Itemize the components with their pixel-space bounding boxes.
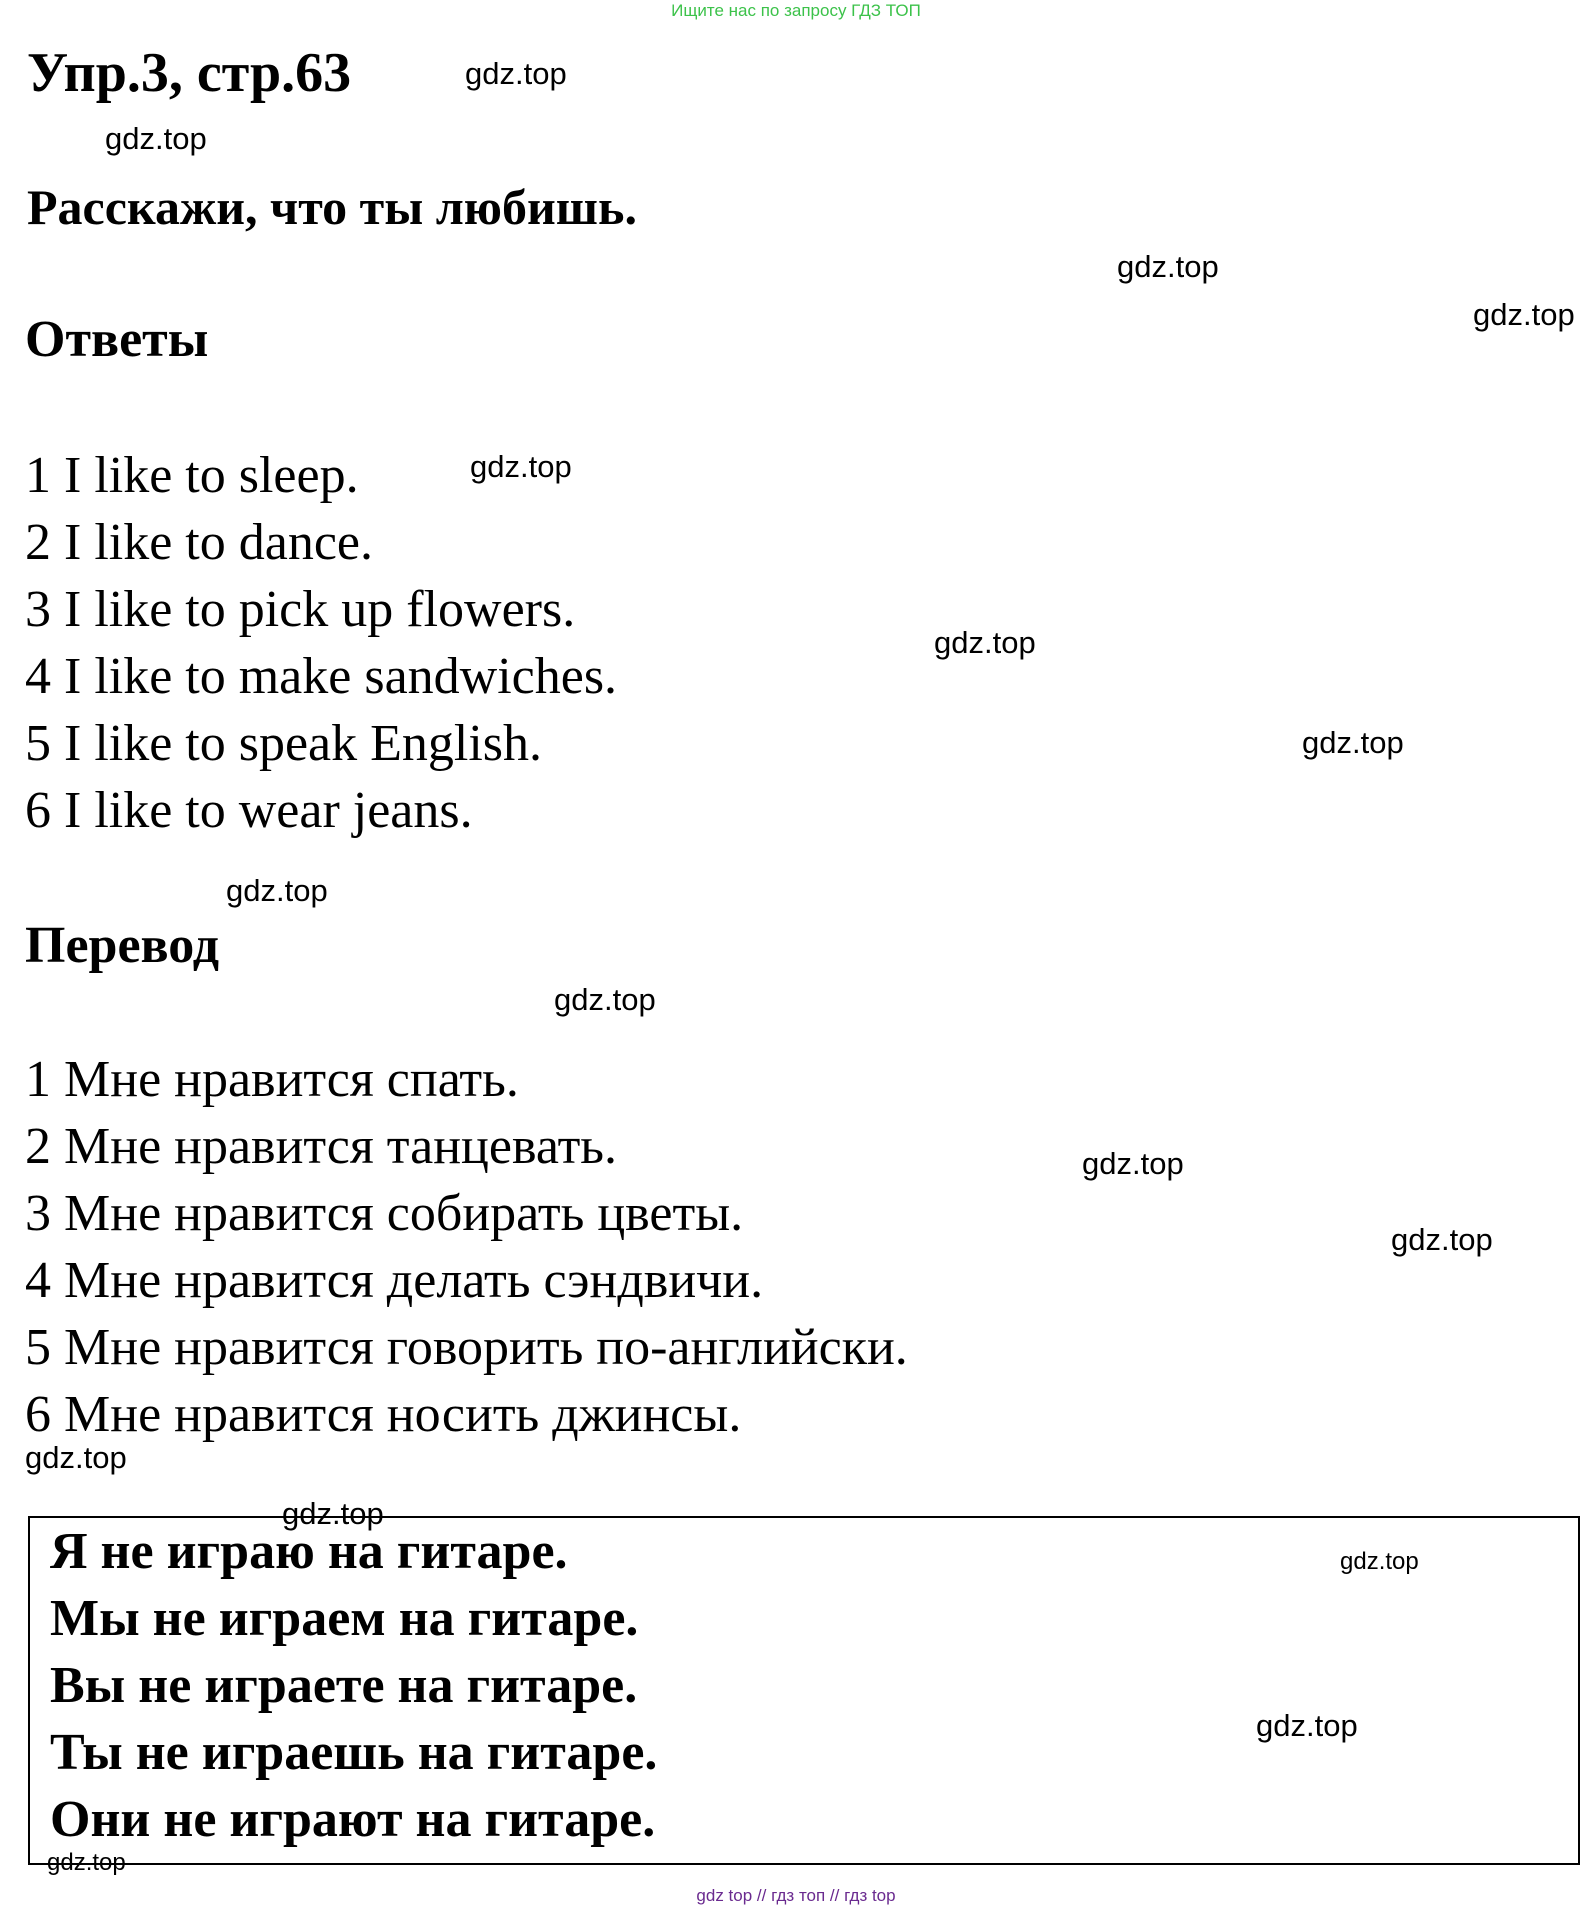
translation-line: 1 Мне нравится спать. <box>25 1051 519 1108</box>
grammar-line: Ты не играешь на гитаре. <box>50 1724 658 1781</box>
watermark: gdz.top <box>226 873 328 908</box>
watermark: gdz.top <box>1340 1548 1419 1575</box>
watermark: gdz.top <box>1117 249 1219 284</box>
answer-line: 1 I like to sleep. <box>25 447 359 504</box>
answer-line: 5 I like to speak English. <box>25 715 543 772</box>
answer-line: 6 I like to wear jeans. <box>25 782 473 839</box>
watermark: gdz.top <box>282 1496 384 1531</box>
top-banner: Ищите нас по запросу ГДЗ ТОП <box>671 1 921 20</box>
watermark: gdz.top <box>554 982 656 1017</box>
grammar-line: Я не играю на гитаре. <box>50 1523 568 1580</box>
translation-line: 3 Мне нравится собирать цветы. <box>25 1185 744 1242</box>
watermark: gdz.top <box>934 625 1036 660</box>
watermark: gdz.top <box>1473 297 1575 332</box>
answer-line: 4 I like to make sandwiches. <box>25 648 618 705</box>
translation-line: 5 Мне нравится говорить по-английски. <box>25 1319 908 1376</box>
answers-heading: Ответы <box>25 311 209 368</box>
watermark: gdz.top <box>1082 1146 1184 1181</box>
footer-text: gdz top // гдз топ // гдз top <box>696 1886 896 1905</box>
grammar-line: Вы не играете на гитаре. <box>50 1657 638 1714</box>
page-title: Упр.3, стр.63 <box>27 42 352 104</box>
watermark: gdz.top <box>105 121 207 156</box>
answer-line: 2 I like to dance. <box>25 514 373 571</box>
task-text: Расскажи, что ты любишь. <box>27 179 637 235</box>
translation-line: 2 Мне нравится танцевать. <box>25 1118 618 1175</box>
grammar-line: Мы не играем на гитаре. <box>50 1590 639 1647</box>
watermark: gdz.top <box>47 1849 126 1876</box>
grammar-line: Они не играют на гитаре. <box>50 1791 656 1848</box>
watermark: gdz.top <box>1302 725 1404 760</box>
answer-line: 3 I like to pick up flowers. <box>25 581 576 638</box>
translation-line: 6 Мне нравится носить джинсы. <box>25 1386 742 1443</box>
watermark: gdz.top <box>1391 1222 1493 1257</box>
translation-line: 4 Мне нравится делать сэндвичи. <box>25 1252 764 1309</box>
watermark: gdz.top <box>470 449 572 484</box>
watermark: gdz.top <box>465 56 567 91</box>
watermark: gdz.top <box>1256 1708 1358 1743</box>
watermark: gdz.top <box>25 1440 127 1475</box>
translation-heading: Перевод <box>25 917 220 974</box>
